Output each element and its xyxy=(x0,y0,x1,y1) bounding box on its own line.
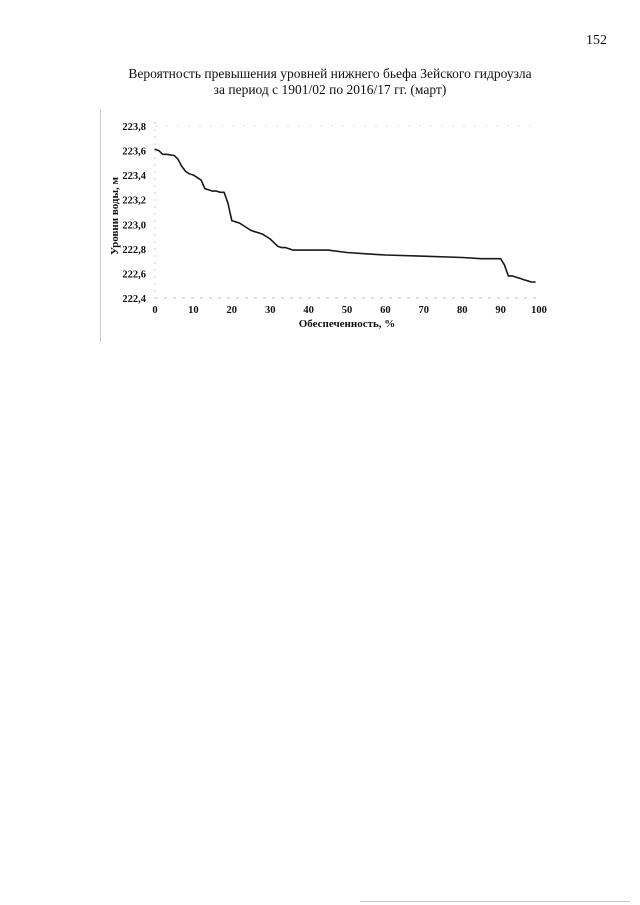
data-point xyxy=(254,231,255,232)
data-point xyxy=(227,203,228,204)
y-tick-label: 223,8 xyxy=(122,122,146,133)
y-tick-labels xyxy=(122,122,146,305)
data-point xyxy=(515,277,516,278)
data-point xyxy=(346,252,347,253)
data-point xyxy=(277,246,278,247)
data-point xyxy=(189,173,190,174)
chart-axes xyxy=(155,122,539,298)
data-point xyxy=(247,227,248,228)
data-point xyxy=(266,236,267,237)
data-point xyxy=(235,221,236,222)
data-point xyxy=(293,250,294,251)
x-axis-label: Обеспеченность, % xyxy=(298,318,396,330)
data-point xyxy=(154,149,155,150)
data-point xyxy=(508,275,509,276)
y-tick-label: 223,0 xyxy=(122,220,146,232)
data-point xyxy=(181,166,182,167)
x-tick-label: 50 xyxy=(341,305,353,316)
data-point xyxy=(273,242,274,243)
data-point xyxy=(258,232,259,233)
data-point xyxy=(262,234,263,235)
data-point xyxy=(481,258,482,259)
data-point xyxy=(285,247,286,248)
data-point xyxy=(270,238,271,239)
data-point xyxy=(216,191,217,192)
y-tick-label: 223,2 xyxy=(122,195,146,207)
y-tick-label: 222,6 xyxy=(122,269,146,281)
data-point xyxy=(243,225,244,226)
data-point xyxy=(204,188,205,189)
data-point xyxy=(281,247,282,248)
data-point xyxy=(220,192,221,193)
data-point xyxy=(511,275,512,276)
y-tick-label: 223,4 xyxy=(122,171,146,183)
y-axis-label: Уровни воды, м xyxy=(109,176,121,256)
data-point xyxy=(527,280,528,281)
data-point xyxy=(231,220,232,221)
data-point xyxy=(239,223,240,224)
data-point xyxy=(158,150,159,151)
data-point xyxy=(308,250,309,251)
data-point xyxy=(166,154,167,155)
data-point xyxy=(289,248,290,249)
y-tick-label: 222,8 xyxy=(122,244,146,256)
x-tick-label: 80 xyxy=(456,305,468,316)
data-point xyxy=(535,281,536,282)
data-point xyxy=(212,191,213,192)
series-line-0 xyxy=(155,149,535,282)
data-point xyxy=(366,253,367,254)
data-point xyxy=(224,192,225,193)
chart-title-line-1: Вероятность превышения уровней нижнего бьефа Зейского гидроузла xyxy=(128,66,532,81)
data-point xyxy=(300,250,301,251)
x-tick-labels xyxy=(152,305,547,316)
data-point xyxy=(201,180,202,181)
data-point xyxy=(523,279,524,280)
x-tick-label: 10 xyxy=(188,305,199,316)
chart-title-line-2: за период с 1901/02 по 2016/17 гг. (март) xyxy=(213,82,447,97)
x-tick-label: 20 xyxy=(226,305,238,316)
x-tick-label: 60 xyxy=(380,305,391,316)
data-point xyxy=(423,256,424,257)
data-point xyxy=(504,264,505,265)
data-point xyxy=(177,159,178,160)
data-point xyxy=(500,258,501,259)
x-tick-label: 40 xyxy=(303,305,314,316)
data-point xyxy=(162,154,163,155)
x-tick-label: 30 xyxy=(264,305,276,316)
data-point xyxy=(250,230,251,231)
data-point xyxy=(193,175,194,176)
x-tick-label: 100 xyxy=(531,305,547,316)
data-point xyxy=(531,281,532,282)
page-number: 152 xyxy=(586,33,607,48)
data-point xyxy=(327,250,328,251)
data-point xyxy=(174,155,175,156)
data-point xyxy=(185,171,186,172)
plot-area xyxy=(154,149,535,283)
y-tick-label: 223,6 xyxy=(122,146,146,158)
x-tick-label: 0 xyxy=(152,305,158,316)
data-point xyxy=(208,189,209,190)
data-point xyxy=(385,254,386,255)
x-tick-label: 70 xyxy=(418,305,430,316)
x-tick-label: 90 xyxy=(495,305,506,316)
data-point xyxy=(197,177,198,178)
data-point xyxy=(462,257,463,258)
data-point xyxy=(519,278,520,279)
y-tick-label: 222,4 xyxy=(122,294,146,305)
